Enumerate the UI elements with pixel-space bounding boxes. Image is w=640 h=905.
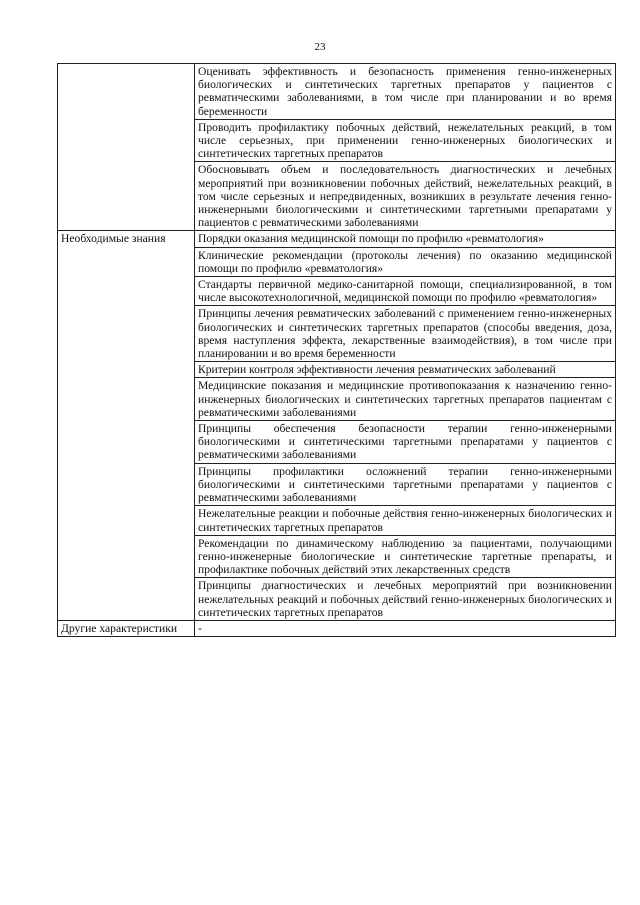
- knowledge-item-3: Стандарты первичной медико-санитарной помощи, специализированной, в том числе высокотехнологичной, медицинской помощи по профилю «ревматология»: [195, 277, 616, 306]
- knowledge-item-1: Порядки оказания медицинской помощи по профилю «ревматология»: [195, 231, 616, 247]
- page-number: 23: [314, 41, 326, 53]
- skill-item-3: Обосновывать объем и последовательность диагностических и лечебных мероприятий при возникновении побочных действий, нежелательных реакций, в том числе серьезных и непредвиденных, возникших в результате лечения генно-инженерными биологическими и синтетическими таргетными препаратами у пациентов с ревматическими заболеваниями: [195, 162, 616, 231]
- row-label-empty: [58, 119, 195, 162]
- knowledge-item-10: Рекомендации по динамическому наблюдению за пациентами, получающими генно-инженерные биологические и синтетические таргетные препараты, и профилактике побочных действий этих лекарственных средств: [195, 535, 616, 578]
- other-value: -: [195, 620, 616, 636]
- table-row: [58, 620, 616, 636]
- knowledge-item-6: Медицинские показания и медицинские противопоказания к назначению генно-инженерных биологических и синтетических таргетных препаратов пациентам с ревматическими заболеваниями: [195, 378, 616, 421]
- skill-item-2: Проводить профилактику побочных действий, нежелательных реакций, в том числе серьезных, при применении генно-инженерных биологических и синтетических таргетных препаратов: [195, 119, 616, 162]
- knowledge-item-4: Принципы лечения ревматических заболеваний с применением генно-инженерных биологических и синтетических таргетных препаратов (способы введения, доза, время наступления эффекта, лекарственные взаимодействия), в том числе при планировании и во время беременности: [195, 306, 616, 362]
- table-row: [58, 64, 616, 120]
- other-label: Другие характеристики: [58, 620, 195, 636]
- knowledge-item-2: Клинические рекомендации (протоколы лечения) по оказанию медицинской помощи по профилю «ревматология»: [195, 247, 616, 276]
- skill-item-1: Оценивать эффективность и безопасность применения генно-инженерных биологических и синтетических таргетных препаратов у пациентов с ревматическими заболеваниями, в том числе при планировании и во время беременности: [195, 64, 616, 120]
- knowledge-item-5: Критерии контроля эффективности лечения ревматических заболеваний: [195, 362, 616, 378]
- table-row: [58, 231, 616, 247]
- knowledge-item-7: Принципы обеспечения безопасности терапии генно-инженерными биологическими и синтетическими таргетными препаратами у пациентов с ревматическими заболеваниями: [195, 421, 616, 464]
- table-row: [58, 162, 616, 231]
- knowledge-item-11: Принципы диагностических и лечебных мероприятий при возникновении нежелательных реакций и побочных действий генно-инженерных биологических и синтетических таргетных препаратов: [195, 578, 616, 621]
- row-label-empty: [58, 162, 195, 231]
- table-row: [58, 119, 616, 162]
- competency-table: [57, 63, 616, 637]
- row-label-empty: [58, 64, 195, 120]
- knowledge-item-8: Принципы профилактики осложнений терапии генно-инженерными биологическими и синтетическими таргетными препаратами у пациентов с ревматическими заболеваниями: [195, 463, 616, 506]
- knowledge-item-9: Нежелательные реакции и побочные действия генно-инженерных биологических и синтетических таргетных препаратов: [195, 506, 616, 535]
- knowledge-label: Необходимые знания: [58, 231, 195, 620]
